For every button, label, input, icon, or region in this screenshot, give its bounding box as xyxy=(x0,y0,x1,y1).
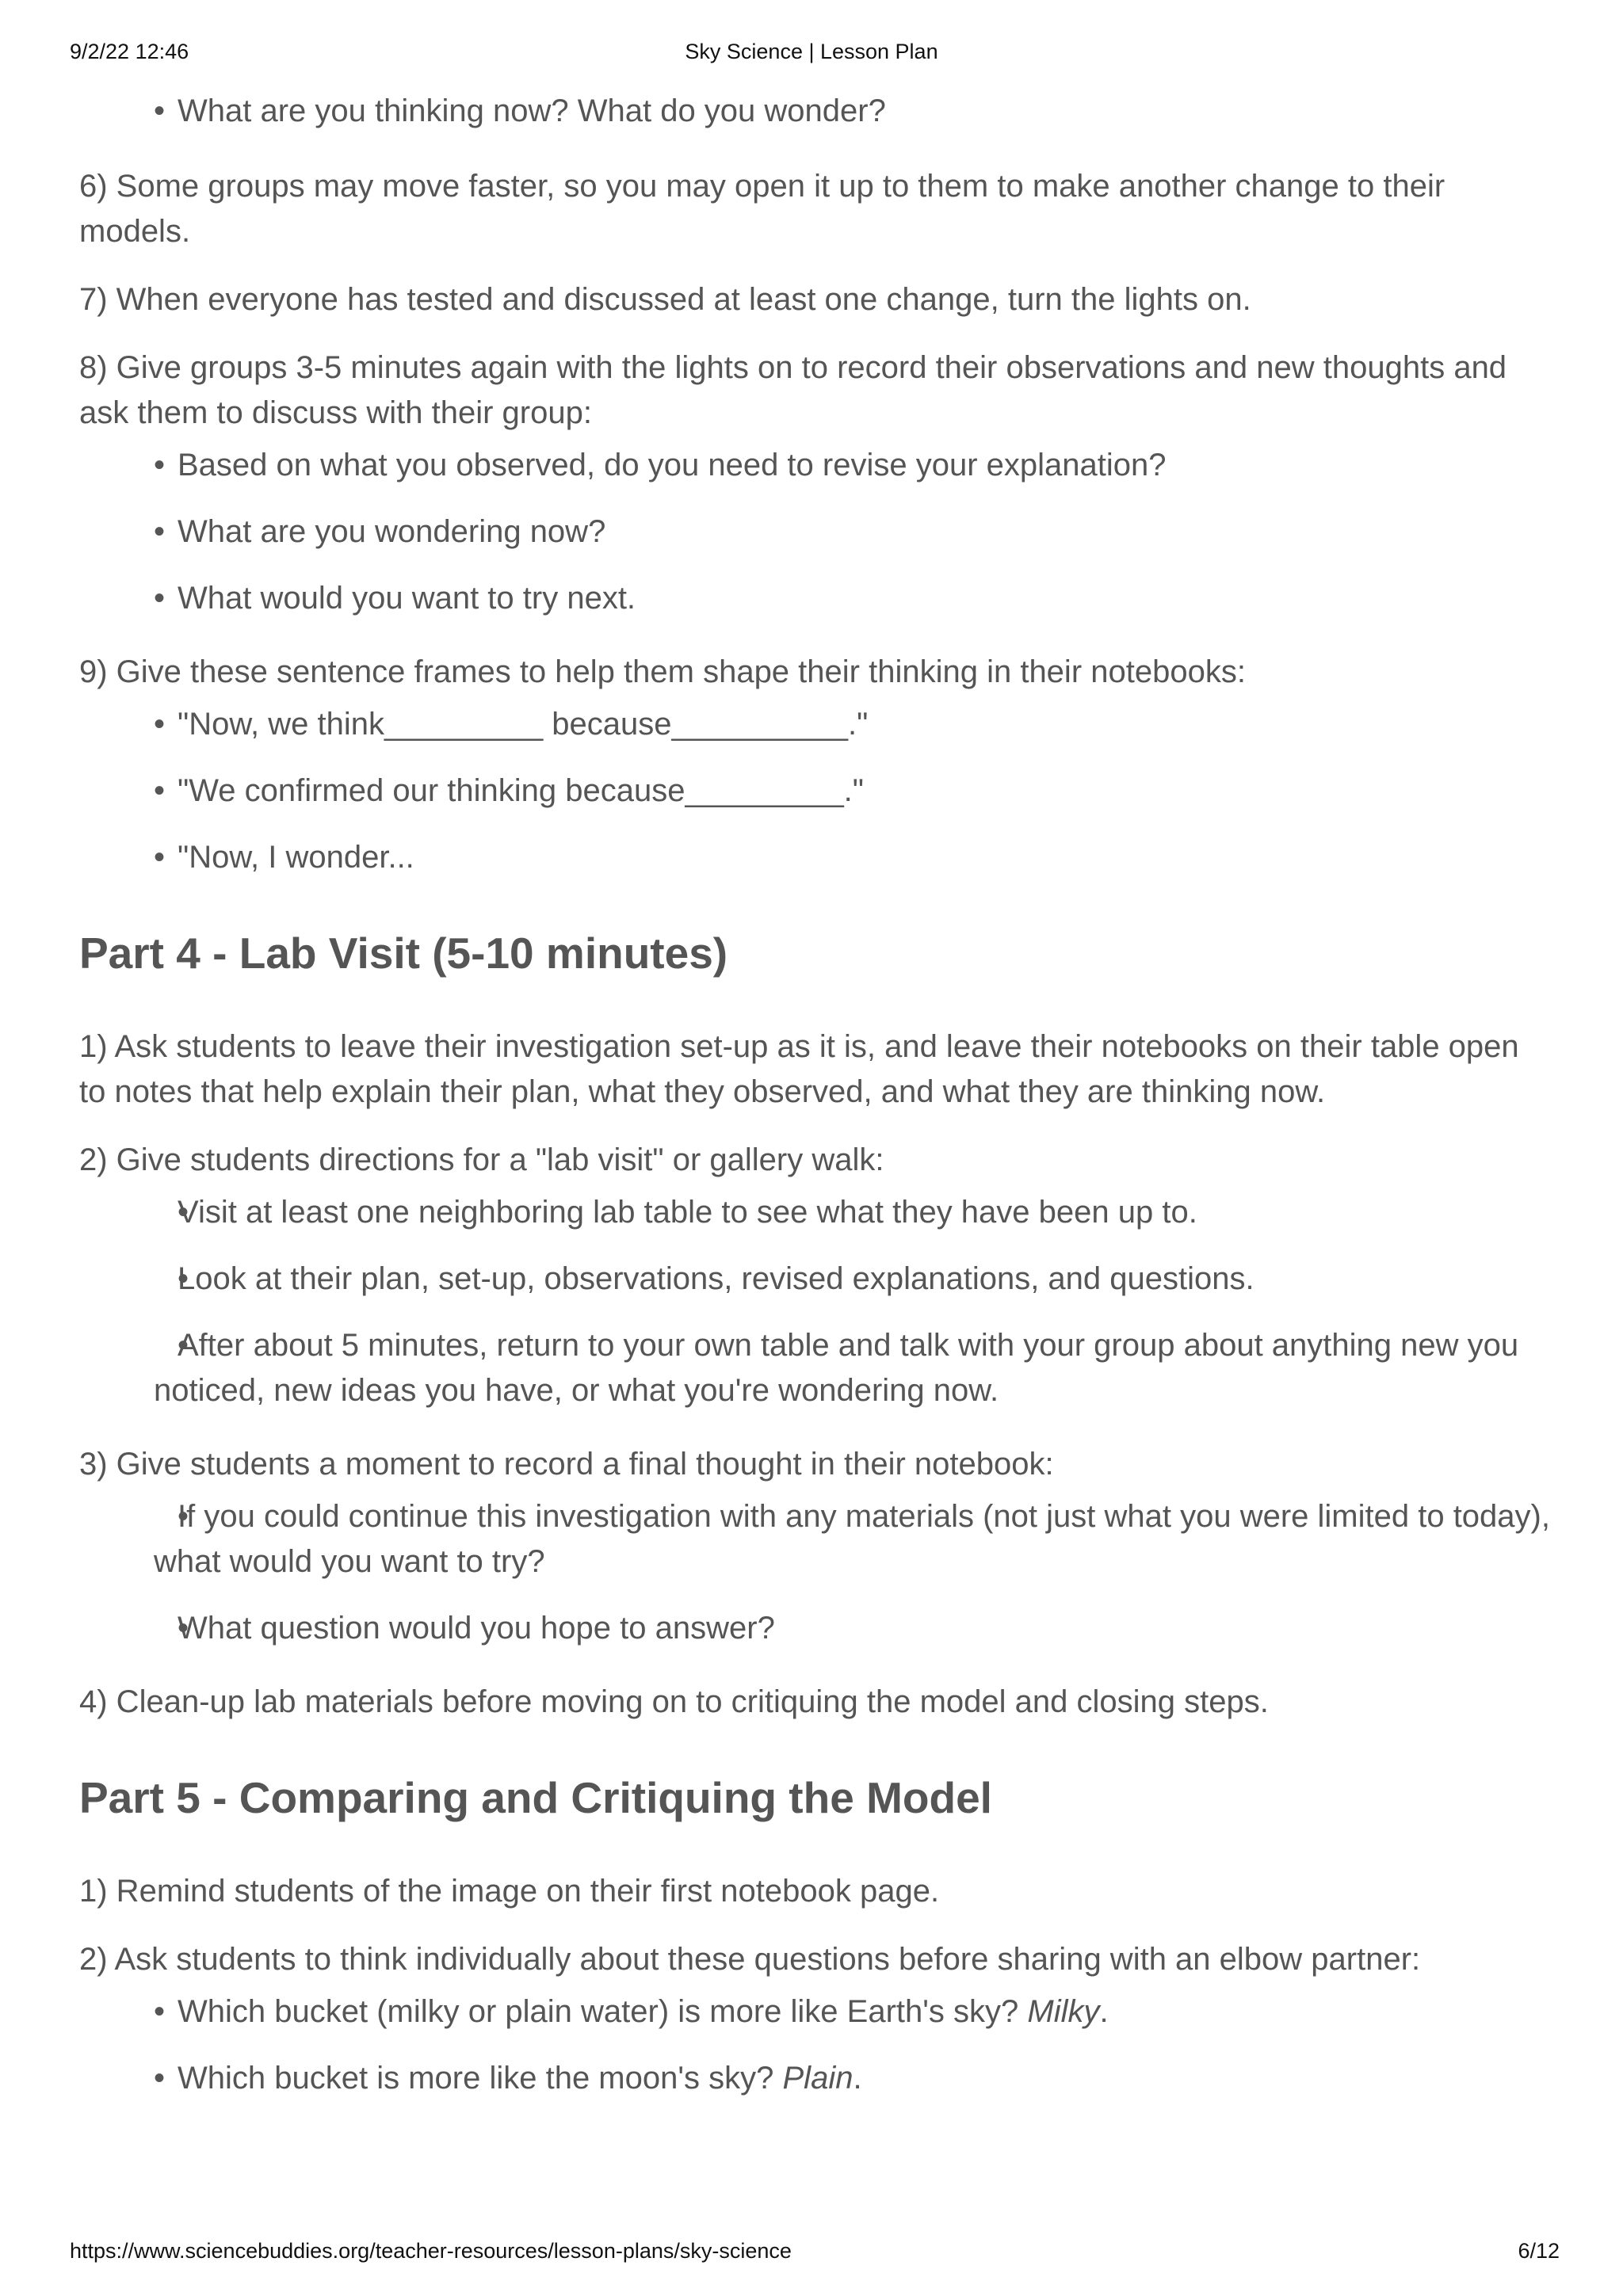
part-4-step-2-bullets xyxy=(154,1190,1553,1413)
part-4-step-4: 4) Clean-up lab materials before moving on to critiquing the model and closing steps. xyxy=(79,1684,1269,1719)
list-item: • Based on what you observed, do you need to revise your explanation? xyxy=(154,443,1553,488)
list-item: • "Now, we think_________ because__________." xyxy=(154,702,1553,747)
top-bullet-list xyxy=(154,89,1553,134)
part-4-step-2: 2) Give students directions for a "lab visit" or gallery walk: xyxy=(79,1142,884,1177)
list-item: • Visit at least one neighboring lab table to see what they have been up to. xyxy=(154,1190,1553,1235)
list-item: • What question would you hope to answer? xyxy=(154,1606,1553,1651)
lesson-content xyxy=(79,89,1553,2130)
part-5-step-1: 1) Remind students of the image on their first notebook page. xyxy=(79,1874,940,1909)
list-item: • Look at their plan, set-up, observations, revised explanations, and questions. xyxy=(154,1257,1553,1302)
list-item: • If you could continue this investigation with any materials (not just what you were limited to today), what would you want to try? xyxy=(154,1494,1553,1585)
answer-text: Plain xyxy=(782,2061,854,2096)
step-7: 7) When everyone has tested and discussed at least one change, turn the lights on. xyxy=(79,282,1251,317)
print-page-title: Sky Science | Lesson Plan xyxy=(685,40,938,63)
list-item: • Which bucket is more like the moon's sky? Plain. xyxy=(154,2056,1553,2101)
part-4-step-1: 1) Ask students to leave their investigation set-up as it is, and leave their notebooks on their table open to notes that help explain their plan, what they observed, and what they are thinking now. xyxy=(79,1029,1519,1109)
step-6: 6) Some groups may move faster, so you may open it up to them to make another change to their models. xyxy=(79,169,1445,249)
list-item: • "Now, I wonder... xyxy=(154,835,1553,880)
list-item: • What would you want to try next. xyxy=(154,576,1553,621)
list-item: • What are you wondering now? xyxy=(154,509,1553,555)
list-item: • "We confirmed our thinking because_________." xyxy=(154,769,1553,814)
part-5-question-list xyxy=(154,1989,1553,2101)
question-text: Which bucket (milky or plain water) is more like Earth's sky? xyxy=(178,1994,1019,2029)
step-9: 9) Give these sentence frames to help them shape their thinking in their notebooks: xyxy=(79,654,1246,689)
page-url: https://www.sciencebuddies.org/teacher-resources/lesson-plans/sky-science xyxy=(70,2239,792,2263)
step-9-bullets xyxy=(154,702,1553,880)
question-text: Which bucket is more like the moon's sky? xyxy=(178,2061,774,2096)
list-item: • What are you thinking now? What do you wonder? xyxy=(154,89,1553,134)
list-item: • After about 5 minutes, return to your own table and talk with your group about anything new you noticed, new ideas you have, or what you're wondering now. xyxy=(154,1323,1553,1413)
step-8-bullets xyxy=(154,443,1553,621)
part-4-step-3: 3) Give students a moment to record a final thought in their notebook: xyxy=(79,1447,1054,1482)
part-4-heading: Part 4 - Lab Visit (5-10 minutes) xyxy=(79,929,728,978)
part-5-heading: Part 5 - Comparing and Critiquing the Model xyxy=(79,1773,992,1822)
answer-text: Milky xyxy=(1027,1994,1100,2029)
page-number: 6/12 xyxy=(1518,2239,1560,2263)
part-4-step-3-bullets xyxy=(154,1494,1553,1651)
part-5-step-2: 2) Ask students to think individually about these questions before sharing with an elbow partner: xyxy=(79,1942,1421,1977)
print-timestamp: 9/2/22 12:46 xyxy=(70,40,189,63)
step-8: 8) Give groups 3-5 minutes again with the lights on to record their observations and new thoughts and ask them to discuss with their group: xyxy=(79,350,1507,430)
list-item: • Which bucket (milky or plain water) is more like Earth's sky? Milky. xyxy=(154,1989,1553,2035)
